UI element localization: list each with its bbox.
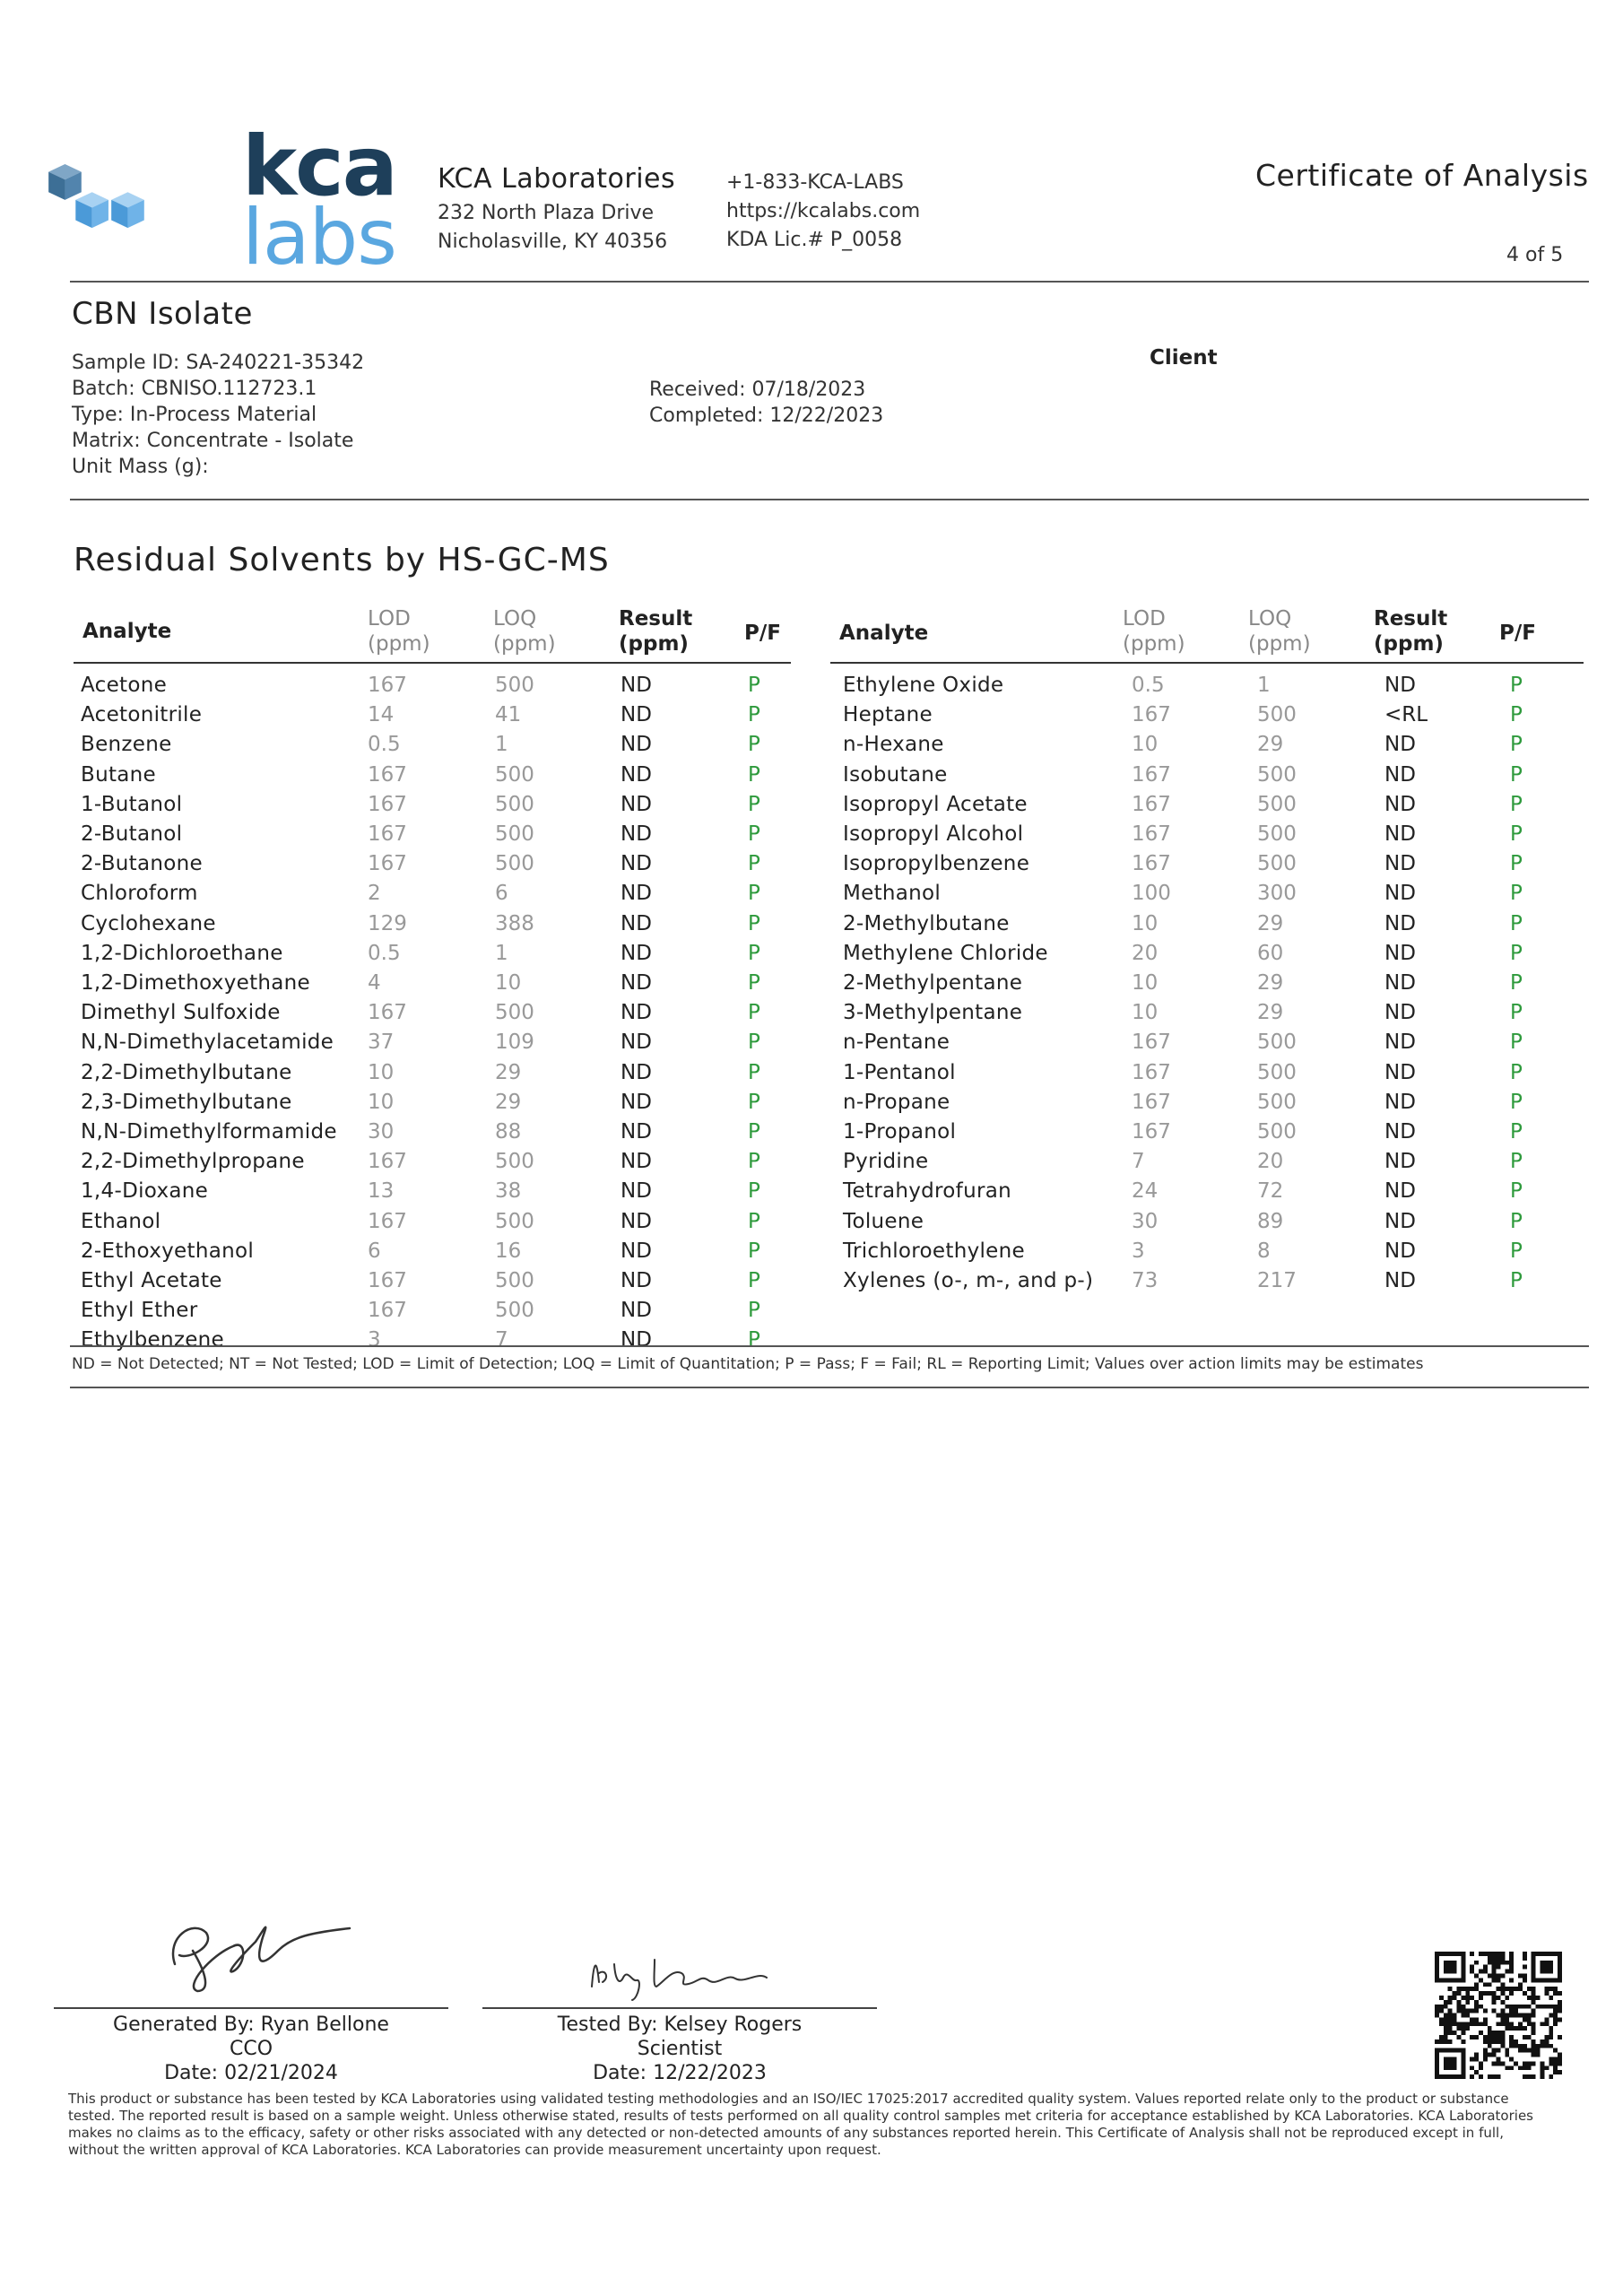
left-header-pf: P/F [744, 622, 781, 645]
cell-lod: 167 [368, 1001, 407, 1025]
cell-loq: 72 [1257, 1179, 1284, 1204]
cell-pf: P [748, 762, 760, 787]
client-label: Client [1150, 346, 1218, 370]
cell-lod: 167 [368, 1209, 407, 1233]
cell-pf: P [1510, 1090, 1523, 1114]
cell-result: ND [621, 1060, 652, 1084]
cell-loq: 500 [495, 852, 534, 876]
cell-result: ND [621, 1120, 652, 1144]
right-header-loq-unit: (ppm) [1248, 632, 1311, 656]
cell-loq: 29 [495, 1090, 522, 1114]
cell-result: ND [621, 733, 652, 757]
cell-result: ND [621, 1239, 652, 1263]
cell-pf: P [748, 1150, 760, 1174]
cell-pf: P [1510, 911, 1523, 935]
cell-loq: 20 [1257, 1150, 1284, 1174]
cell-result: ND [621, 1150, 652, 1174]
cell-result: ND [1384, 911, 1416, 935]
cell-analyte: 1-Butanol [81, 792, 183, 816]
cell-loq: 29 [495, 1060, 522, 1084]
cell-pf: P [748, 674, 760, 697]
right-header-lod-label: LOD [1123, 607, 1166, 631]
cell-result: ND [1384, 674, 1416, 697]
cell-result: ND [1384, 792, 1416, 816]
cell-result: ND [621, 1299, 652, 1323]
cell-analyte: N,N-Dimethylacetamide [81, 1031, 334, 1055]
cell-lod: 167 [368, 1269, 407, 1292]
cell-pf: P [748, 1269, 760, 1292]
cell-lod: 3 [368, 1328, 381, 1352]
cell-pf: P [748, 1209, 760, 1233]
cell-lod: 167 [1132, 792, 1171, 816]
cell-lod: 10 [368, 1090, 395, 1114]
cell-result: ND [621, 941, 652, 965]
cell-lod: 14 [368, 703, 395, 727]
cell-lod: 167 [1132, 1060, 1171, 1084]
cell-lod: 167 [368, 822, 407, 846]
cell-result: ND [621, 1090, 652, 1114]
cell-pf: P [748, 792, 760, 816]
cell-analyte: Ethanol [81, 1209, 161, 1233]
cell-analyte: Cyclohexane [81, 911, 216, 935]
cell-pf: P [1510, 674, 1523, 697]
cell-pf: P [1510, 762, 1523, 787]
cell-lod: 4 [368, 971, 381, 995]
cell-result: ND [621, 1328, 652, 1352]
cell-loq: 500 [1257, 822, 1297, 846]
cell-result: ND [1384, 1209, 1416, 1233]
right-header-result-unit: (ppm) [1374, 632, 1444, 656]
cell-result: ND [621, 971, 652, 995]
cell-loq: 500 [495, 674, 534, 697]
cell-pf: P [1510, 1269, 1523, 1292]
cell-analyte: Ethylene Oxide [843, 674, 1004, 697]
generated-by-name: Generated By: Ryan Bellone [113, 2013, 389, 2036]
product-name: CBN Isolate [72, 296, 253, 332]
cell-analyte: 2-Butanol [81, 822, 183, 846]
cell-loq: 500 [495, 822, 534, 846]
address-line-1: 232 North Plaza Drive [438, 202, 655, 224]
cell-lod: 24 [1132, 1179, 1159, 1204]
cell-result: ND [621, 762, 652, 787]
table-bottom-rule [70, 1345, 1589, 1347]
header-divider [70, 281, 1589, 283]
cell-result: ND [1384, 1031, 1416, 1055]
cell-analyte: N,N-Dimethylformamide [81, 1120, 337, 1144]
right-header-analyte: Analyte [839, 622, 929, 645]
cell-result: ND [621, 703, 652, 727]
cell-lod: 37 [368, 1031, 395, 1055]
cell-result: ND [1384, 941, 1416, 965]
cell-analyte: Isopropyl Acetate [843, 792, 1028, 816]
cell-pf: P [1510, 822, 1523, 846]
right-header-loq [1248, 606, 1311, 657]
cell-lod: 10 [368, 1060, 395, 1084]
cell-lod: 129 [368, 911, 407, 935]
cell-loq: 41 [495, 703, 522, 727]
cell-result: ND [1384, 822, 1416, 846]
cell-analyte: Toluene [843, 1209, 924, 1233]
disclaimer-text: This product or substance has been tested by KCA Laboratories using validated testing methodologies and an ISO/IEC 17025:2017 accredited quality system. Values reported relate only to the product or substance tested. The reported result is based on a sample weight. Unless otherwise stated, results of tests performed on all quality control samples met criteria for acceptance established by KCA Laboratories. KCA Laboratories makes no claims as to the efficacy, safety or other risks associated with any detected or non-detected amounts of any substances reported herein. This Certificate of Analysis shall not be reproduced except in full, without the written approval of KCA Laboratories. KCA Laboratories can provide measurement uncertainty upon request. [68, 2091, 1533, 2158]
tested-by-name: Tested By: Kelsey Rogers [557, 2013, 803, 2036]
cell-loq: 29 [1257, 911, 1284, 935]
cell-loq: 1 [495, 941, 508, 965]
cell-lod: 167 [1132, 1120, 1171, 1144]
cell-result: ND [1384, 1090, 1416, 1114]
cell-analyte: Isopropyl Alcohol [843, 822, 1024, 846]
cell-analyte: Ethyl Ether [81, 1299, 198, 1323]
cell-loq: 29 [1257, 1001, 1284, 1025]
cell-result: ND [1384, 1001, 1416, 1025]
right-header-pf: P/F [1499, 622, 1536, 645]
cell-pf: P [1510, 1179, 1523, 1204]
cell-loq: 109 [495, 1031, 534, 1055]
cell-lod: 10 [1132, 733, 1159, 757]
section-title: Residual Solvents by HS-GC-MS [74, 542, 610, 578]
cell-analyte: Acetone [81, 674, 168, 697]
generated-by-title: CCO [229, 2038, 273, 2060]
lab-name: KCA Laboratories [438, 163, 676, 195]
cell-lod: 13 [368, 1179, 395, 1204]
cell-lod: 167 [1132, 703, 1171, 727]
cell-result: ND [1384, 733, 1416, 757]
cell-lod: 167 [1132, 822, 1171, 846]
received-date: Received: 07/18/2023 [649, 378, 866, 401]
page-number: 4 of 5 [1506, 244, 1564, 266]
cell-loq: 16 [495, 1239, 522, 1263]
right-header-rule [830, 662, 1584, 664]
cell-pf: P [1510, 941, 1523, 965]
sample-dates [649, 377, 883, 429]
cell-pf: P [748, 1299, 760, 1323]
cell-pf: P [1510, 1001, 1523, 1025]
cell-analyte: 1,4-Dioxane [81, 1179, 209, 1204]
cell-loq: 500 [1257, 852, 1297, 876]
cell-loq: 500 [495, 1299, 534, 1323]
cell-pf: P [748, 1060, 760, 1084]
document-title: Certificate of Analysis [1255, 158, 1589, 193]
cell-lod: 20 [1132, 941, 1159, 965]
cell-lod: 2 [368, 882, 381, 906]
ryan-bellone-signature [157, 1901, 354, 2000]
cell-pf: P [1510, 1150, 1523, 1174]
cell-analyte: 2,2-Dimethylpropane [81, 1150, 305, 1174]
left-header-lod-unit: (ppm) [368, 632, 430, 656]
cell-pf: P [748, 733, 760, 757]
cell-analyte: n-Hexane [843, 733, 944, 757]
cell-analyte: Chloroform [81, 882, 198, 906]
cell-pf: P [1510, 703, 1523, 727]
cell-pf: P [1510, 1209, 1523, 1233]
sample-divider [70, 499, 1589, 500]
cell-loq: 60 [1257, 941, 1284, 965]
cell-pf: P [748, 1001, 760, 1025]
cell-loq: 500 [1257, 1031, 1297, 1055]
cell-lod: 167 [368, 674, 407, 697]
cell-pf: P [748, 1031, 760, 1055]
cell-loq: 8 [1257, 1239, 1271, 1263]
tested-by-block [482, 2013, 877, 2085]
cell-lod: 167 [368, 792, 407, 816]
cell-result: ND [621, 1001, 652, 1025]
cell-result: ND [621, 1179, 652, 1204]
cell-analyte: 2-Methylpentane [843, 971, 1023, 995]
cell-analyte: 1-Pentanol [843, 1060, 956, 1084]
right-header-result [1374, 606, 1447, 657]
unit-mass: Unit Mass (g): [72, 456, 209, 478]
cell-result: ND [1384, 1150, 1416, 1174]
cell-lod: 167 [1132, 762, 1171, 787]
address-line-2: Nicholasville, KY 40356 [438, 230, 668, 253]
abbreviation-legend: ND = Not Detected; NT = Not Tested; LOD = Limit of Detection; LOQ = Limit of Quantitation; P = Pass; F = Fail; RL = Reporting Limit; Values over action limits may be estimates [72, 1355, 1424, 1373]
completed-date: Completed: 12/22/2023 [649, 404, 884, 427]
cell-loq: 300 [1257, 882, 1297, 906]
cell-result: ND [621, 852, 652, 876]
lab-contact [726, 169, 920, 255]
cell-result: ND [621, 822, 652, 846]
cell-lod: 0.5 [1132, 674, 1165, 697]
right-header-result-label: Result [1374, 607, 1448, 631]
cell-analyte: Acetonitrile [81, 703, 203, 727]
logo-labs-text: labs [242, 193, 396, 283]
left-header-result [619, 606, 692, 657]
cell-result: ND [1384, 1239, 1416, 1263]
cell-pf: P [1510, 882, 1523, 906]
website-link[interactable]: https://kcalabs.com [726, 200, 921, 222]
cell-analyte: Trichloroethylene [843, 1239, 1025, 1263]
cell-result: ND [621, 911, 652, 935]
cell-pf: P [1510, 1031, 1523, 1055]
cell-loq: 89 [1257, 1209, 1284, 1233]
cell-analyte: Methanol [843, 882, 942, 906]
cell-loq: 500 [495, 792, 534, 816]
kelsey-rogers-signature [583, 1946, 780, 2005]
sample-id: Sample ID: SA-240221-35342 [72, 352, 365, 374]
cell-loq: 500 [1257, 792, 1297, 816]
cell-lod: 167 [368, 1299, 407, 1323]
cell-lod: 167 [1132, 852, 1171, 876]
cell-loq: 88 [495, 1120, 522, 1144]
cell-loq: 500 [1257, 762, 1297, 787]
cell-loq: 29 [1257, 733, 1284, 757]
signature-line-tested [482, 2007, 877, 2009]
cell-pf: P [1510, 852, 1523, 876]
cell-pf: P [748, 971, 760, 995]
cell-pf: P [1510, 1120, 1523, 1144]
generated-by-block [54, 2013, 448, 2085]
cell-pf: P [1510, 792, 1523, 816]
cell-analyte: n-Propane [843, 1090, 950, 1114]
cell-lod: 30 [368, 1120, 395, 1144]
legend-bottom-rule [70, 1387, 1589, 1388]
license-number: KDA Lic.# P_0058 [726, 229, 903, 251]
lab-address [438, 199, 667, 257]
cell-analyte: 2-Butanone [81, 852, 203, 876]
cell-result: ND [1384, 852, 1416, 876]
cell-pf: P [1510, 1060, 1523, 1084]
generated-date: Date: 02/21/2024 [164, 2062, 338, 2084]
cell-analyte: 1,2-Dimethoxyethane [81, 971, 310, 995]
sample-details [72, 350, 364, 480]
cell-loq: 29 [1257, 971, 1284, 995]
cell-analyte: Tetrahydrofuran [843, 1179, 1011, 1204]
cell-pf: P [748, 941, 760, 965]
phone: +1-833-KCA-LABS [726, 171, 904, 194]
cell-analyte: 2-Ethoxyethanol [81, 1239, 255, 1263]
cell-analyte: Butane [81, 762, 156, 787]
cell-loq: 388 [495, 911, 534, 935]
cell-result: ND [1384, 1120, 1416, 1144]
left-header-analyte: Analyte [82, 620, 172, 643]
cell-lod: 0.5 [368, 733, 401, 757]
cell-pf: P [748, 852, 760, 876]
left-header-loq-unit: (ppm) [493, 632, 556, 656]
cell-result: ND [1384, 1060, 1416, 1084]
cell-lod: 6 [368, 1239, 381, 1263]
cell-loq: 1 [1257, 674, 1271, 697]
cell-lod: 30 [1132, 1209, 1159, 1233]
cell-lod: 167 [1132, 1031, 1171, 1055]
cell-loq: 500 [495, 1001, 534, 1025]
cell-pf: P [748, 1179, 760, 1204]
matrix: Matrix: Concentrate - Isolate [72, 430, 354, 452]
cell-analyte: 1,2-Dichloroethane [81, 941, 283, 965]
cell-pf: P [748, 1120, 760, 1144]
cell-loq: 500 [1257, 1060, 1297, 1084]
cell-pf: P [748, 1328, 760, 1352]
cell-result: ND [621, 1209, 652, 1233]
cell-loq: 6 [495, 882, 508, 906]
cell-analyte: Heptane [843, 703, 933, 727]
cell-lod: 73 [1132, 1269, 1159, 1292]
cell-loq: 38 [495, 1179, 522, 1204]
right-header-loq-label: LOQ [1248, 607, 1292, 631]
cell-lod: 7 [1132, 1150, 1145, 1174]
cell-pf: P [748, 703, 760, 727]
cell-lod: 0.5 [368, 941, 401, 965]
cell-lod: 167 [368, 852, 407, 876]
left-header-rule [74, 662, 791, 664]
cell-loq: 500 [495, 762, 534, 787]
cell-result: ND [1384, 971, 1416, 995]
batch: Batch: CBNISO.112723.1 [72, 378, 317, 400]
tested-date: Date: 12/22/2023 [593, 2062, 767, 2084]
cell-analyte: n-Pentane [843, 1031, 950, 1055]
cell-result: ND [1384, 1269, 1416, 1292]
cell-loq: 500 [495, 1150, 534, 1174]
left-header-lod-label: LOD [368, 607, 411, 631]
cell-analyte: 1-Propanol [843, 1120, 957, 1144]
sample-type: Type: In-Process Material [72, 404, 317, 426]
qr-code-icon[interactable] [1435, 1952, 1562, 2079]
cell-lod: 10 [1132, 971, 1159, 995]
logo-kca-text: kca [242, 118, 396, 214]
cell-lod: 167 [368, 762, 407, 787]
left-header-lod [368, 606, 430, 657]
cell-pf: P [1510, 1239, 1523, 1263]
right-header-lod-unit: (ppm) [1123, 632, 1185, 656]
cell-analyte: Benzene [81, 733, 172, 757]
cell-result: ND [1384, 882, 1416, 906]
cell-loq: 500 [1257, 1120, 1297, 1144]
cell-result: ND [621, 1031, 652, 1055]
cell-analyte: 3-Methylpentane [843, 1001, 1023, 1025]
cell-result: ND [621, 882, 652, 906]
cell-result: <RL [1384, 703, 1428, 727]
left-header-result-unit: (ppm) [619, 632, 689, 656]
cell-result: ND [621, 674, 652, 697]
cell-loq: 217 [1257, 1269, 1297, 1292]
cell-analyte: 2,3-Dimethylbutane [81, 1090, 292, 1114]
cell-pf: P [748, 1090, 760, 1114]
cell-pf: P [748, 882, 760, 906]
cell-analyte: Xylenes (o-, m-, and p-) [843, 1269, 1094, 1292]
left-header-loq [493, 606, 556, 657]
cell-analyte: Dimethyl Sulfoxide [81, 1001, 281, 1025]
cell-result: ND [1384, 1179, 1416, 1204]
cell-result: ND [621, 792, 652, 816]
cell-analyte: Pyridine [843, 1150, 929, 1174]
cell-analyte: Isobutane [843, 762, 948, 787]
cell-lod: 167 [368, 1150, 407, 1174]
cell-lod: 10 [1132, 1001, 1159, 1025]
cell-loq: 500 [1257, 1090, 1297, 1114]
cell-analyte: Methylene Chloride [843, 941, 1048, 965]
cell-analyte: 2,2-Dimethylbutane [81, 1060, 292, 1084]
cell-result: ND [621, 1269, 652, 1292]
cell-analyte: 2-Methylbutane [843, 911, 1010, 935]
cell-pf: P [1510, 733, 1523, 757]
left-header-result-label: Result [619, 607, 693, 631]
cell-pf: P [748, 911, 760, 935]
cell-analyte: Ethylbenzene [81, 1328, 225, 1352]
cell-pf: P [1510, 971, 1523, 995]
tested-by-title: Scientist [637, 2038, 723, 2060]
cell-lod: 10 [1132, 911, 1159, 935]
cell-lod: 100 [1132, 882, 1171, 906]
cell-loq: 500 [1257, 703, 1297, 727]
cell-lod: 167 [1132, 1090, 1171, 1114]
cell-loq: 500 [495, 1269, 534, 1292]
cell-analyte: Isopropylbenzene [843, 852, 1030, 876]
cell-pf: P [748, 822, 760, 846]
cell-loq: 10 [495, 971, 522, 995]
cell-loq: 7 [495, 1328, 508, 1352]
cell-analyte: Ethyl Acetate [81, 1269, 222, 1292]
cell-result: ND [1384, 762, 1416, 787]
cell-loq: 500 [495, 1209, 534, 1233]
right-header-lod [1123, 606, 1185, 657]
cell-lod: 3 [1132, 1239, 1145, 1263]
left-header-loq-label: LOQ [493, 607, 537, 631]
cell-loq: 1 [495, 733, 508, 757]
cell-pf: P [748, 1239, 760, 1263]
kca-labs-logo-cubes [47, 135, 235, 269]
signature-line-generated [54, 2007, 448, 2009]
